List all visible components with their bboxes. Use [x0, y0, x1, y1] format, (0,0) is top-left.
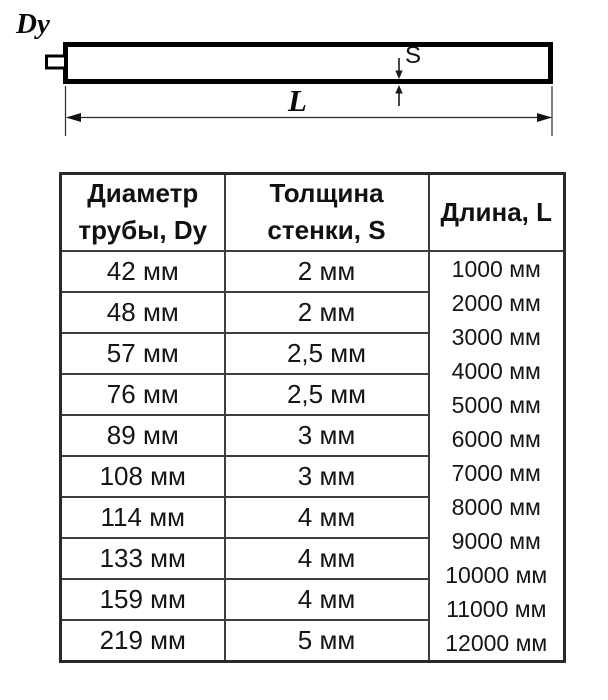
length-item: 1000 мм: [451, 255, 541, 282]
col-header-diameter: Диаметр трубы, Dy: [61, 174, 225, 251]
diameter-cell: 114 мм: [61, 497, 225, 538]
length-list-cell: [429, 251, 565, 662]
length-item: 10000 мм: [445, 561, 548, 588]
diameter-cell: 48 мм: [61, 292, 225, 333]
thickness-cell: 3 мм: [225, 415, 429, 456]
thickness-cell: 2,5 мм: [225, 374, 429, 415]
diameter-cell: 219 мм: [61, 620, 225, 661]
wall-thickness-label: S: [405, 42, 422, 69]
diameter-cell: 89 мм: [61, 415, 225, 456]
length-item: 5000 мм: [451, 391, 541, 418]
pipe-diagram: [0, 0, 608, 160]
diameter-label: Dy: [16, 8, 50, 40]
col-header-thickness: Толщина стенки, S: [225, 174, 429, 251]
pipe-stub: [47, 56, 66, 68]
pipe-spec-table: [59, 172, 566, 663]
wall-thickness-arrow-up: [395, 85, 402, 106]
table-row: [61, 251, 565, 292]
diameter-cell: 108 мм: [61, 456, 225, 497]
diameter-cell: 57 мм: [61, 333, 225, 374]
thickness-cell: 5 мм: [225, 620, 429, 661]
pipe-drawing: [0, 0, 608, 160]
length-item: 11000 мм: [446, 595, 547, 622]
thickness-cell: 4 мм: [225, 538, 429, 579]
pipe-outline: [66, 45, 551, 82]
diameter-cell: 42 мм: [61, 251, 225, 292]
thickness-cell: 4 мм: [225, 497, 429, 538]
length-item: 4000 мм: [451, 357, 541, 384]
col-header-length: Длина, L: [429, 174, 565, 251]
table-header-row: [61, 174, 565, 251]
length-label: L: [288, 83, 307, 118]
diameter-cell: 159 мм: [61, 579, 225, 620]
length-item: 2000 мм: [451, 289, 541, 316]
thickness-cell: 2 мм: [225, 292, 429, 333]
diameter-cell: 76 мм: [61, 374, 225, 415]
thickness-cell: 2,5 мм: [225, 333, 429, 374]
thickness-cell: 3 мм: [225, 456, 429, 497]
thickness-cell: 2 мм: [225, 251, 429, 292]
thickness-cell: 4 мм: [225, 579, 429, 620]
length-item: 3000 мм: [451, 323, 541, 350]
length-item: 12000 мм: [445, 629, 548, 656]
length-item: 6000 мм: [451, 425, 541, 452]
length-dimension-line: [66, 113, 552, 122]
diameter-cell: 133 мм: [61, 538, 225, 579]
length-item: 9000 мм: [451, 527, 541, 554]
length-item: 8000 мм: [451, 493, 541, 520]
length-item: 7000 мм: [451, 459, 541, 486]
